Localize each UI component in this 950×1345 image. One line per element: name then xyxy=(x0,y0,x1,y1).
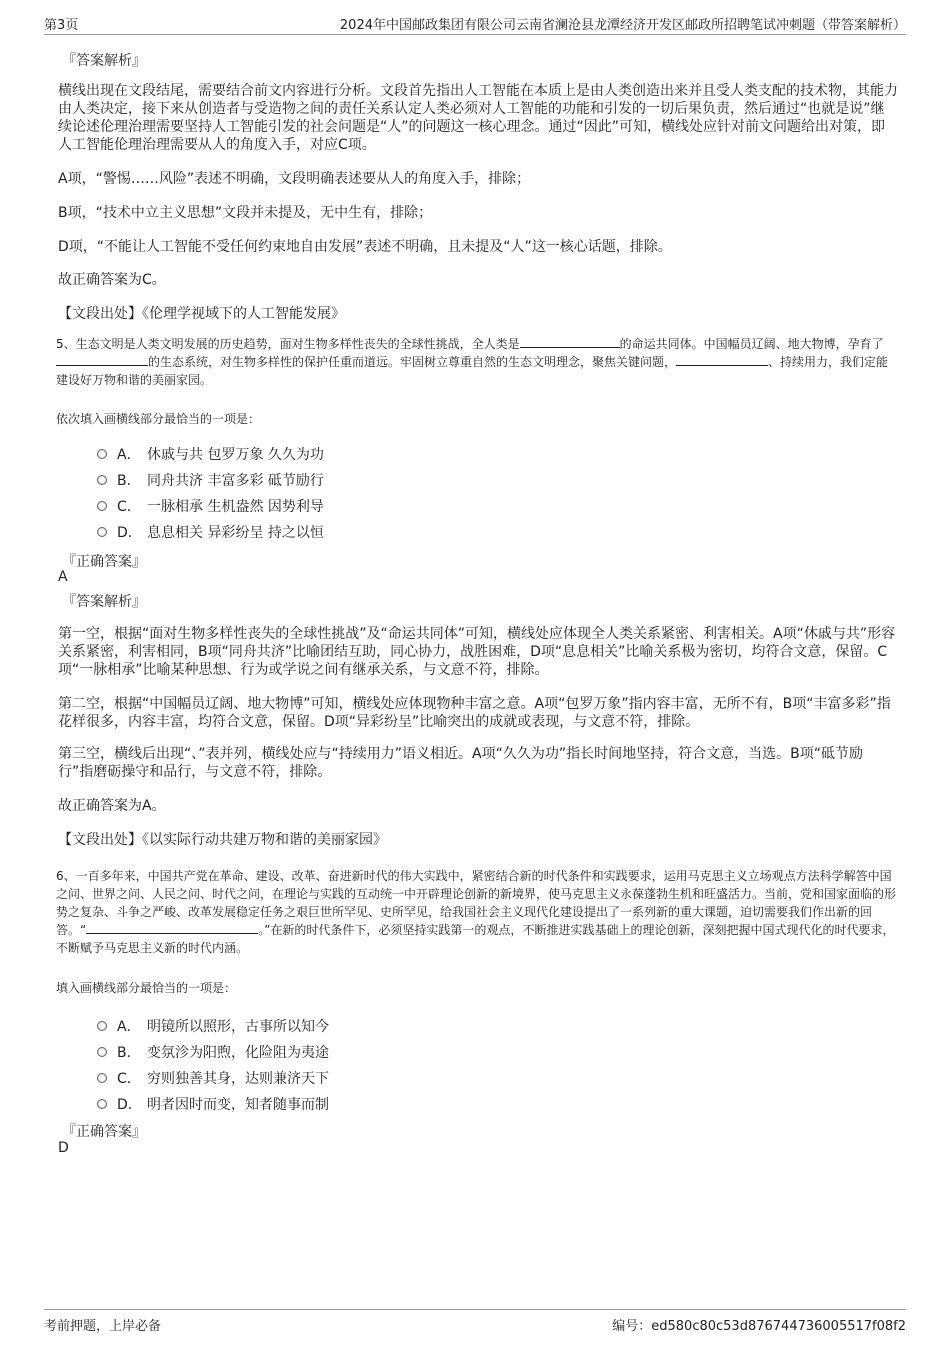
q5-instruction: 依次填入画横线部分最恰当的一项是： xyxy=(56,412,261,426)
q6-instruction: 填入画横线部分最恰当的一项是： xyxy=(56,981,237,995)
radio-icon[interactable] xyxy=(97,501,107,511)
document-id: 编号：ed580c80c53d876744736005517f08f2 xyxy=(612,1319,906,1334)
radio-icon[interactable] xyxy=(97,449,107,459)
radio-icon[interactable] xyxy=(97,1073,107,1083)
radio-icon[interactable] xyxy=(97,1099,107,1109)
page-footer xyxy=(44,1309,906,1334)
q5-blank-2 xyxy=(56,353,148,366)
radio-icon[interactable] xyxy=(97,1021,107,1031)
q5-analysis-p1: 第一空，根据“面对生物多样性丧失的全球性挑战”及“命运共同体”可知，横线处应体现全人类关系紧密、利害相关。A项“休戚与共”形容关系紧密，利害相同，B项“同舟共济”比喻团结互助，同心协力，战胜困难，D项“息息相关”比喻关系极为密切，均符合文意，保留。C项“一脉相承”比喻某种思想、行为或学说之间有继承关系，与文意不符，排除。 xyxy=(58,626,896,678)
q4-analysis-option-a: A项，“警惕……风险”表述不明确，文段明确表述要从人的角度入手，排除； xyxy=(58,171,531,187)
q5-analysis-p2: 第二空，根据“中国幅员辽阔、地大物博”可知，横线处应体现物种丰富之意。A项“包罗万象”指内容丰富，无所不有，B项“丰富多彩”指花样很多，内容丰富，均符合文意，保留。D项“异彩纷呈”比喻突出的成就或表现，与文意不符，排除。 xyxy=(58,696,891,730)
q4-analysis-p1: 横线出现在文段结尾，需要结合前文内容进行分析。文段首先指出人工智能在本质上是由人类创造出来并且受人类支配的技术物，其能力由人类决定，接下来从创造者与受造物之间的责任关系认定人类必须对人工智能的功能和引发的一切后果负责，然后通过“也就是说”继续论述伦理治理需要坚持人工智能引发的社会问题是“人”的问题这一核心理念。通过“因此”可知，横线处应针对前文问题给出对策，即人工智能伦理治理需要从人的角度入手，对应C项。 xyxy=(58,83,898,153)
page-header xyxy=(44,14,906,35)
q5-conclusion: 故正确答案为A。 xyxy=(58,798,166,814)
q6-blank xyxy=(86,921,258,934)
radio-icon[interactable] xyxy=(97,527,107,537)
q6-stem: 6、一百多年来，中国共产党在革命、建设、改革、奋进新时代的伟大实践中，紧密结合新的时代条件和实践要求，运用马克思主义立场观点方法科学解答中国之问、世界之问、人民之问、时代之问，在理论与实践的互动统一中开辟理论创新的新境界，使马克思主义永葆蓬勃生机和旺盛活力。当前，党和国家面临的形势之复杂、斗争之严峻、改革发展稳定任务之艰巨世所罕见、史所罕见，给我国社会主义现代化建设提出了一系列新的重大课题，迫切需要我们作出新的回答。“ 。”在新的时代条件下，必须坚持实践第一的观点，不断推进实践基础上的理论创新，深刻把握中国式现代化的时代要求，不断赋予马克思主义新的时代内涵。 xyxy=(56,869,897,955)
q5-stem: 5、生态文明是人类文明发展的历史趋势，面对生物多样性丧失的全球性挑战，全人类是 的命运共同体。中国幅员辽阔、地大物博，孕育了的生态系统，对生物多样性的保护任重而道远。牢固树立尊重自然的生态文明理念，聚焦关键问题， 、持续用力，我们定能建设好万物和谐的美丽家园。 xyxy=(56,337,889,387)
radio-icon[interactable] xyxy=(97,1047,107,1057)
q4-analysis-label: 『答案解析』 xyxy=(62,53,146,69)
q4-conclusion: 故正确答案为C。 xyxy=(58,272,166,288)
document-title: 2024年中国邮政集团有限公司云南省澜沧县龙潭经济开发区邮政所招聘笔试冲刺题（带答案解析） xyxy=(339,18,906,33)
radio-icon[interactable] xyxy=(97,475,107,485)
q5-answer-label: 『正确答案』 xyxy=(62,554,146,570)
q4-source: 【文段出处】《伦理学视域下的人工智能发展》 xyxy=(58,306,345,322)
q6-answer: D xyxy=(58,1140,69,1156)
q4-analysis-option-d: D项，“不能让人工智能不受任何约束地自由发展”表述不明确，且未提及“人”这一核心话题，排除。 xyxy=(58,239,672,255)
q5-analysis-label: 『答案解析』 xyxy=(62,594,146,610)
q5-option-c[interactable]: C． 一脉相承 生机盎然 因势利导 xyxy=(97,496,324,516)
q5-option-a[interactable]: A． 休戚与共 包罗万象 久久为功 xyxy=(97,444,324,464)
q5-blank-1 xyxy=(520,335,620,348)
q5-option-b[interactable]: B． 同舟共济 丰富多彩 砥节励行 xyxy=(97,470,324,490)
page-number: 第3页 xyxy=(44,18,79,33)
q6-option-b[interactable]: B． 变氛沴为阳煦，化险阻为夷途 xyxy=(97,1042,329,1062)
q5-answer: A xyxy=(58,569,68,585)
footer-slogan: 考前押题，上岸必备 xyxy=(44,1319,162,1334)
q6-option-d[interactable]: D． 明者因时而变，知者随事而制 xyxy=(97,1094,329,1114)
q6-answer-label: 『正确答案』 xyxy=(62,1124,146,1140)
q5-source: 【文段出处】《以实际行动共建万物和谐的美丽家园》 xyxy=(58,832,387,848)
q4-analysis-option-b: B项，“技术中立主义思想”文段并未提及，无中生有，排除； xyxy=(58,205,433,221)
q5-option-d[interactable]: D． 息息相关 异彩纷呈 持之以恒 xyxy=(97,522,324,542)
q6-option-c[interactable]: C． 穷则独善其身，达则兼济天下 xyxy=(97,1068,329,1088)
q5-analysis-p3: 第三空，横线后出现“、”表并列，横线处应与“持续用力”语义相近。A项“久久为功”指长时间地坚持，符合文意，当选。B项“砥节励行”指磨砺操守和品行，与文意不符，排除。 xyxy=(58,746,863,780)
q5-blank-3 xyxy=(676,353,768,366)
q6-option-a[interactable]: A． 明镜所以照形，古事所以知今 xyxy=(97,1016,329,1036)
